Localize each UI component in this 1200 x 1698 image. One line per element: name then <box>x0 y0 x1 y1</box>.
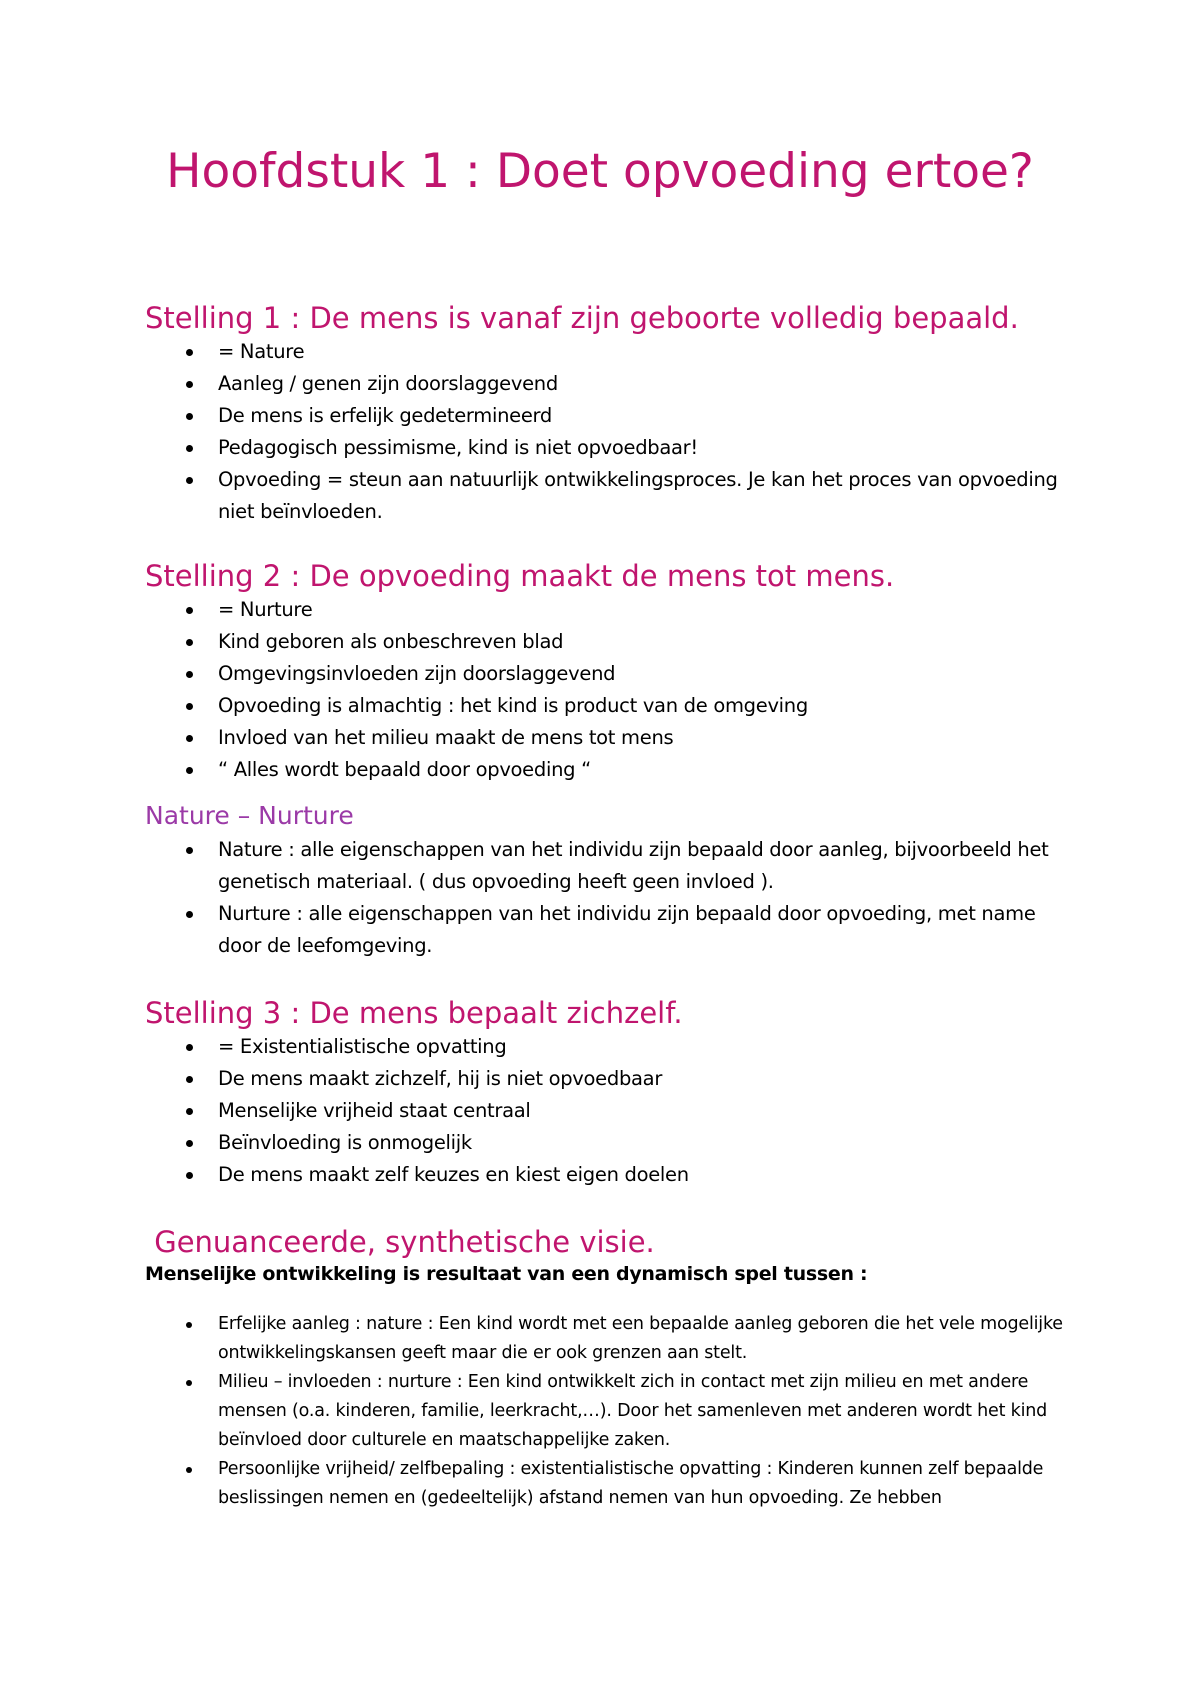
list-item: Menselijke vrijheid staat centraal <box>145 1095 1065 1127</box>
list-item: Invloed van het milieu maakt de mens tot mens <box>145 722 1065 754</box>
bullet-list-stelling-3 <box>145 1031 1065 1191</box>
list-item: De mens maakt zelf keuzes en kiest eigen doelen <box>145 1159 1065 1191</box>
bullet-list-stelling-2 <box>145 594 1065 786</box>
intro-paragraph: Menselijke ontwikkeling is resultaat van een dynamisch spel tussen : <box>145 1263 868 1285</box>
list-item: Persoonlijke vrijheid/ zelfbepaling : existentialistische opvatting : Kinderen kunnen zelf bepaalde beslissingen nemen en (gedeeltelijk) afstand nemen van hun opvoeding. Ze hebben <box>145 1455 1065 1513</box>
list-item: Nurture : alle eigenschappen van het individu zijn bepaald door opvoeding, met name door de leefomgeving. <box>145 898 1065 962</box>
list-item: “ Alles wordt bepaald door opvoeding “ <box>145 754 1065 786</box>
list-item: = Nature <box>145 336 1065 368</box>
list-item: De mens is erfelijk gedetermineerd <box>145 400 1065 432</box>
list-item: Omgevingsinvloeden zijn doorslaggevend <box>145 658 1065 690</box>
section-heading-genuanceerde-visie: Genuanceerde, synthetische visie. <box>145 1225 655 1259</box>
page-title: Hoofdstuk 1 : Doet opvoeding ertoe? <box>166 144 1034 199</box>
list-item: Milieu – invloeden : nurture : Een kind ontwikkelt zich in contact met zijn milieu en met andere mensen (o.a. kinderen, familie, leerkracht,…). Door het samenleven met anderen wordt het kind beïnvloed door culturele en maatschappelijke zaken. <box>145 1368 1065 1455</box>
list-item: De mens maakt zichzelf, hij is niet opvoedbaar <box>145 1063 1065 1095</box>
bullet-list-genuanceerde-visie <box>145 1310 1065 1513</box>
section-heading-stelling-2: Stelling 2 : De opvoeding maakt de mens tot mens. <box>145 559 895 593</box>
section-heading-nature-nurture: Nature – Nurture <box>145 801 354 830</box>
list-item: = Existentialistische opvatting <box>145 1031 1065 1063</box>
bullet-list-nature-nurture <box>145 834 1065 962</box>
list-item: Opvoeding = steun aan natuurlijk ontwikkelingsproces. Je kan het proces van opvoeding niet beïnvloeden. <box>145 464 1065 528</box>
list-item: Kind geboren als onbeschreven blad <box>145 626 1065 658</box>
section-heading-stelling-3: Stelling 3 : De mens bepaalt zichzelf. <box>145 996 683 1030</box>
list-item: = Nurture <box>145 594 1065 626</box>
list-item: Nature : alle eigenschappen van het individu zijn bepaald door aanleg, bijvoorbeeld het genetisch materiaal. ( dus opvoeding heeft geen invloed ). <box>145 834 1065 898</box>
bullet-list-stelling-1 <box>145 336 1065 528</box>
section-heading-stelling-1: Stelling 1 : De mens is vanaf zijn geboorte volledig bepaald. <box>145 301 1019 335</box>
list-item: Opvoeding is almachtig : het kind is product van de omgeving <box>145 690 1065 722</box>
list-item: Beïnvloeding is onmogelijk <box>145 1127 1065 1159</box>
list-item: Erfelijke aanleg : nature : Een kind wordt met een bepaalde aanleg geboren die het vele mogelijke ontwikkelingskansen geeft maar die er ook grenzen aan stelt. <box>145 1310 1065 1368</box>
list-item: Aanleg / genen zijn doorslaggevend <box>145 368 1065 400</box>
list-item: Pedagogisch pessimisme, kind is niet opvoedbaar! <box>145 432 1065 464</box>
